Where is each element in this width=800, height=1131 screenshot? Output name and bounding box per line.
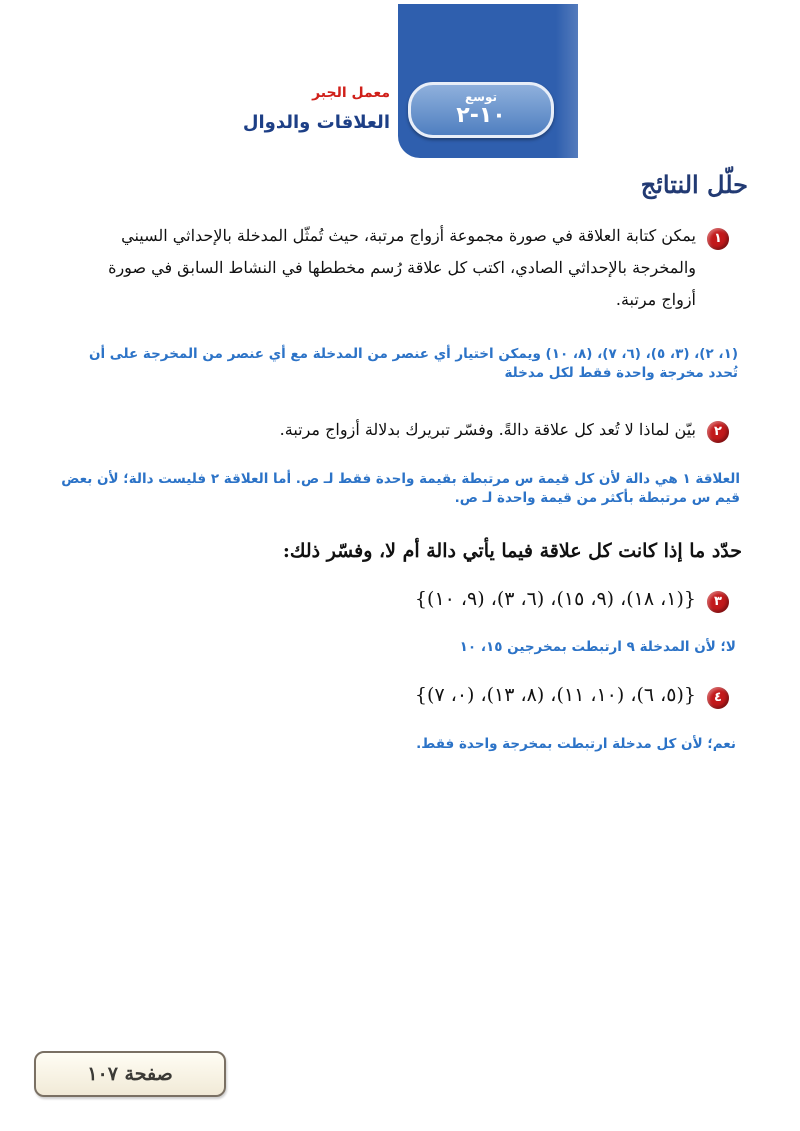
answer-text: العلاقة ١ هي دالة لأن كل قيمة س مرتبطة بقيمة واحدة فقط لـ ص. أما العلاقة ٢ فليست دالة؛ لأن بعض قيم س مرتبطة بأكثر من قيمة واحدة لـ ص. [61,471,740,506]
answer-text: لا؛ لأن المدخلة ٩ ارتبطت بمخرجين ١٥، ١٠ [459,639,736,655]
page-number: صفحة ١٠٧ [87,1063,173,1085]
answer-text: نعم؛ لأن كل مدخلة ارتبطت بمخرجة واحدة فقط. [416,736,736,752]
ordered-pairs-set: {(٥، ٦)، (١٠، ١١)، (٨، ١٣)، (٠، ٧)} [414,684,696,706]
lab-title: معمل الجبر [312,85,390,101]
badge-number: ١٠-٢ [456,103,506,128]
answer-text: (١، ٢)، (٣، ٥)، (٦، ٧)، (٨، ١٠) ويمكن اختيار أي عنصر من المدخلة مع أي عنصر من المخرجة على أن تُحدد مخرجة واحدة فقط لكل مدخلة [88,346,738,381]
question-number: ٢ [707,421,729,443]
question-text: يمكن كتابة العلاقة في صورة مجموعة أزواج مرتبة، حيث تُمثّل المدخلة بالإحداثي السيني والمخرجة بالإحداثي الصادي، اكتب كل علاقة رُسم مخططها في النشاط السابق في صورة أزواج مرتبة. [108,226,696,309]
ordered-pairs-set: {(١، ١٨)، (٩، ١٥)، (٦، ٣)، (٩، ١٠)} [414,588,696,610]
question-text: بيّن لماذا لا تُعد كل علاقة دالةً. وفسّر تبريرك بدلالة أزواج مرتبة. [279,420,696,439]
instruction-text: حدّد ما إذا كانت كل علاقة فيما يأتي دالة أم لا، وفسّر ذلك: [282,540,742,562]
question-number: ٣ [707,591,729,613]
question-number: ٤ [707,687,729,709]
page-number-box [34,1051,226,1097]
section-heading: حلّل النتائج [640,170,748,199]
lesson-title: العلاقات والدوال [242,112,390,133]
question-number: ١ [707,228,729,250]
lesson-badge [408,82,554,138]
badge-label: توسع [464,90,498,104]
